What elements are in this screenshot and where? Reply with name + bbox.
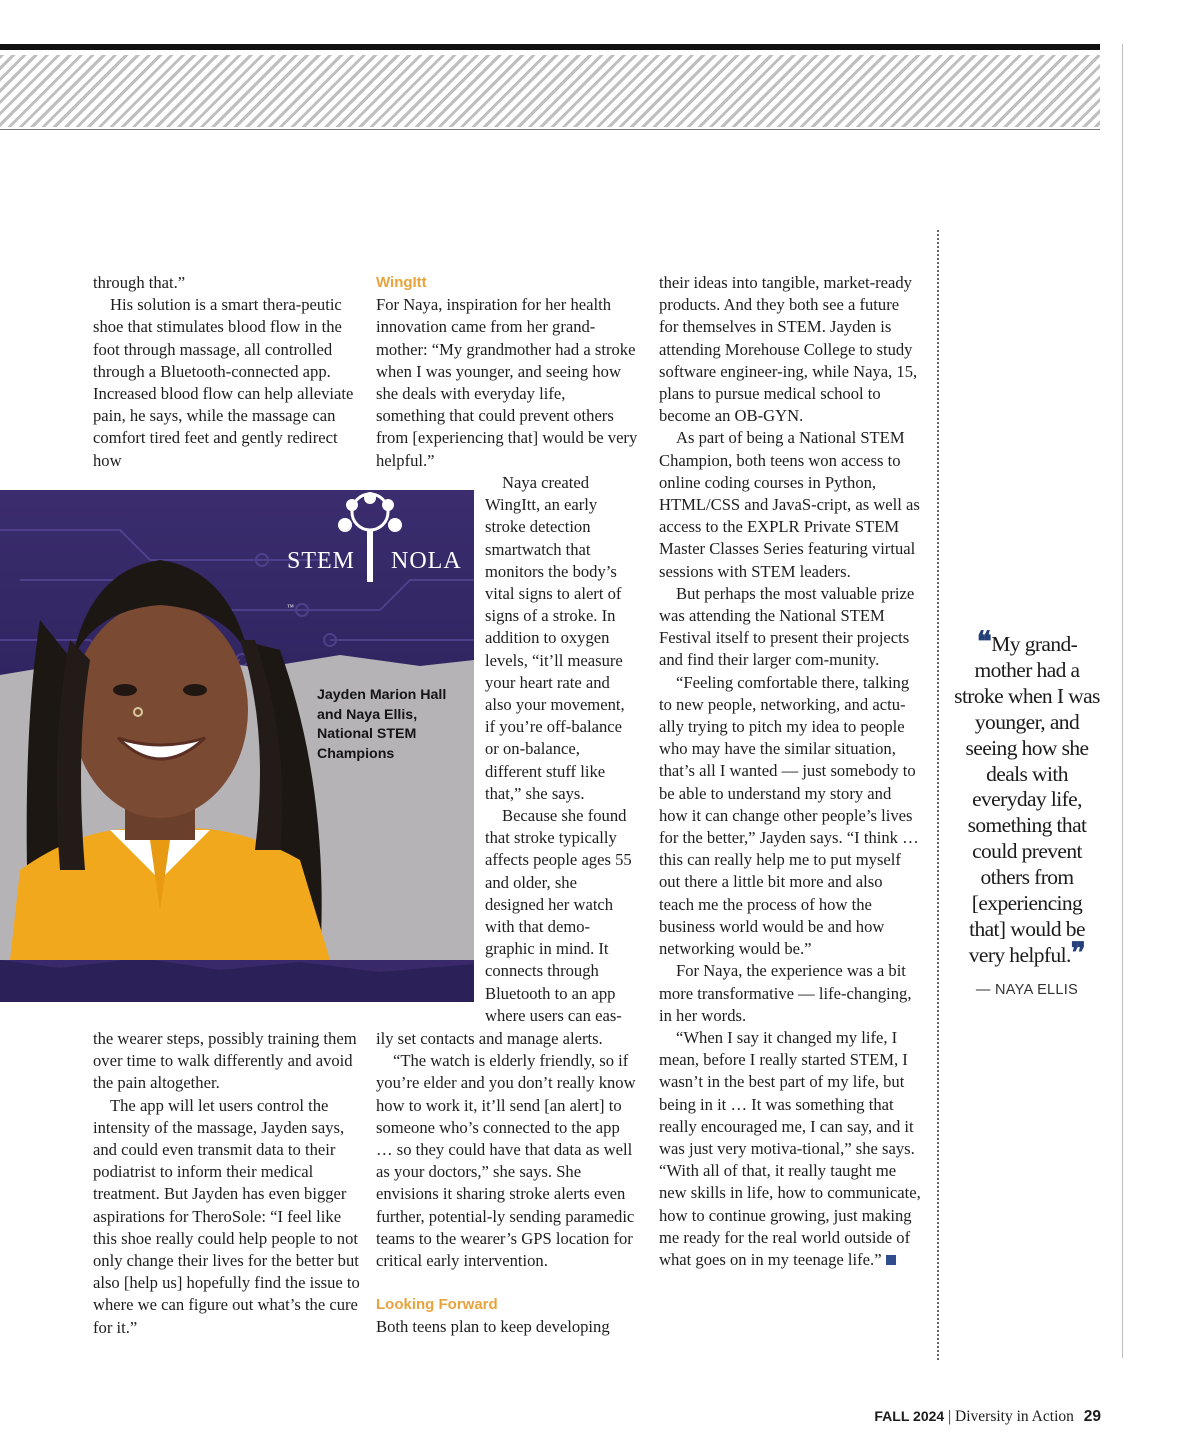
paragraph: their ideas into tangible, market-ready products. And they both see a future for themselves in STEM. Jayden is attending Morehouse College to study software engineer-ing, while Naya, 15, plans to pursue medical school to become an OB-GYN. [659,273,918,426]
column-2-narrow [485,472,638,1027]
logo-text-left: STEM [287,548,356,574]
column-1-bottom [93,1028,361,1339]
hatched-header-band [0,55,1100,127]
stem-nola-logo [287,548,474,611]
paragraph: But perhaps the most valuable prize was attending the National STEM Festival itself to present their projects and find their larger com-munity. [659,583,915,670]
footer-publication: Diversity in Action [955,1408,1074,1425]
open-quote-icon: ❝ [976,627,992,658]
paragraph-text: “When I say it changed my life, I mean, before I really started STEM, I wasn’t in the best part of my life, but being in it … It was something that really encouraged me, I can say, and it was just very motiva-tional,” she says. “With all of that, it really taught me new skills in life, how to communicate, how to continue growing, just making me ready for the real world outside of what goes on in my teenage life.” [659,1027,921,1269]
page-number: 29 [1083,1408,1101,1425]
end-of-story-mark [886,1255,896,1265]
page-footer [874,1408,1101,1426]
paragraph: As part of being a National STEM Champion, both teens won access to online coding courses in Python, HTML/CSS and JavaS-cript, as well as access to the EXPLR Private STEM Master Classes Series featuring virtual sessions with STEM leaders. [659,428,920,581]
column-3 [659,272,921,1271]
paragraph: Both teens plan to keep developing [376,1317,610,1337]
paragraph: “Feeling comfortable there, talking to new people, networking, and actu-ally trying to pitch my idea to people who may have the similar situation, that’s all I wanted — just somebody to be able to understand my story and how it can change other people’s lives for the better,” Jayden says. “I think … this can really help me to put myself out there a little bit more and also teach me the process of how the business world would be and how networking would be.” [659,672,919,959]
sidebar-divider [937,230,939,1360]
column-2-top [376,272,638,472]
paragraph [659,1027,921,1271]
paragraph: the wearer steps, possibly training them over time to walk differently and avoid the pain altogether. [93,1029,357,1093]
section-heading: WingItt [376,274,427,291]
header-underline [0,129,1100,130]
footer-season: FALL 2024 [874,1408,945,1424]
paragraph: For Naya, inspiration for her health innovation came from her grand-mother: “My grandmother had a stroke when I was younger, and seeing how she deals with everyday life, something that could prevent others from [experiencing that] would be very helpful.” [376,295,638,470]
margin-rule [1122,44,1123,1358]
paragraph: Naya created WingItt, an early stroke detection smartwatch that monitors the body’s vital signs to alert of signs of a stroke. In addition to oxygen levels, “it’ll measure your heart rate and also your movement, if you’re off-balance or on-balance, different stuff like that,” she says. [485,473,625,803]
section-heading: Looking Forward [376,1296,498,1314]
column-2-bottom [376,1028,638,1339]
close-quote-icon: ❞ [1070,937,1086,969]
pull-quote-attribution: — NAYA ELLIS [975,982,1079,998]
paragraph: ily set contacts and manage alerts. [376,1029,603,1048]
paragraph: Because she found that stroke typically affects people ages 55 and older, she designed her watch with that demo-graphic in mind. It connects through Bluetooth to an app where users can eas- [485,806,632,1025]
pull-quote [952,627,1102,969]
paragraph: through that.” [93,273,186,292]
photo-caption: Jayden Marion Hall and Naya Ellis, National STEM Champions [317,687,447,762]
pull-quote-text: My grand-mother had a stroke when I was younger, and seeing how she deals with everyday life, something that could prevent others from [experiencing that] would be very helpful. [954,632,1100,967]
paragraph: For Naya, the experience was a bit more transformative — life-changing, in her words. [659,961,912,1025]
footer-separator: | [948,1408,952,1425]
column-1-top [93,272,361,472]
paragraph: His solution is a smart thera-peutic shoe that stimulates blood flow in the foot through massage, all controlled through a Bluetooth-connected app. Increased blood flow can help alleviate pain, he says, while the massage can comfort tired feet and gently redirect how [93,295,354,470]
logo-text-right: NOLA [391,548,461,574]
logo-trademark: ™ [287,603,295,611]
top-rule [0,44,1100,50]
paragraph: The app will let users control the intensity of the massage, Jayden says, and could even transmit data to their podiatrist to inform their medical treatment. But Jayden has even bigger aspirations for TheroSole: “I feel like this shoe really could help people to not only change their lives for the better but also [help us] hopefully find the issue to where we can figure out what’s the cure for it.” [93,1095,360,1337]
paragraph: “The watch is elderly friendly, so if you’re elder and you don’t really know how to work it, it’ll send [an alert] to someone who’s connected to the app … so they could have that data as well as your doctors,” she says. She envisions it sharing stroke alerts even further, potential-ly sending paramedic teams to the wearer’s GPS location for critical early intervention. [376,1051,636,1271]
